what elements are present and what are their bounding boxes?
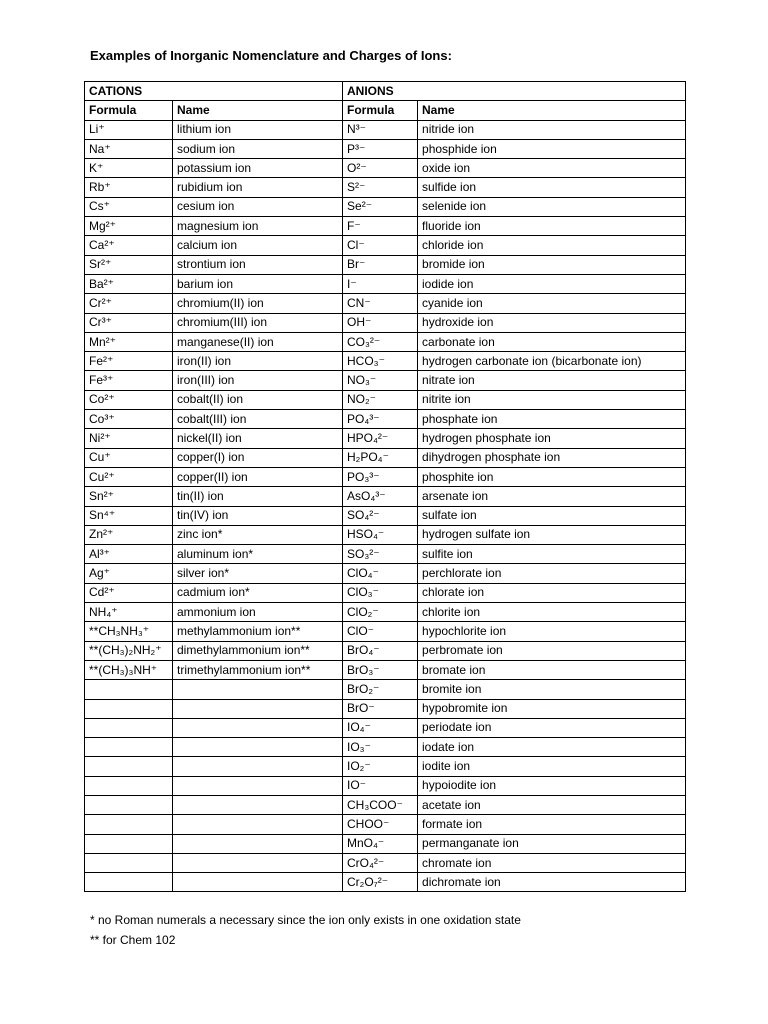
cation-name: lithium ion bbox=[173, 120, 343, 139]
cation-name bbox=[173, 815, 343, 834]
anion-formula: IO₂⁻ bbox=[343, 757, 418, 776]
cation-name: methylammonium ion** bbox=[173, 622, 343, 641]
cation-formula bbox=[85, 718, 173, 737]
anion-name: hypoiodite ion bbox=[418, 776, 686, 795]
cation-name bbox=[173, 757, 343, 776]
table-row bbox=[85, 795, 686, 814]
anion-name: phosphite ion bbox=[418, 467, 686, 486]
cation-name bbox=[173, 738, 343, 757]
footnote-chem-102: ** for Chem 102 bbox=[90, 933, 176, 947]
cation-name: ammonium ion bbox=[173, 603, 343, 622]
table-row bbox=[85, 603, 686, 622]
anion-formula: BrO₂⁻ bbox=[343, 680, 418, 699]
table-row bbox=[85, 545, 686, 564]
cation-name: iron(III) ion bbox=[173, 371, 343, 390]
cation-formula: K⁺ bbox=[85, 159, 173, 178]
anion-formula: SO₃²⁻ bbox=[343, 545, 418, 564]
cation-formula: Cd²⁺ bbox=[85, 583, 173, 602]
anion-name: iodate ion bbox=[418, 738, 686, 757]
cation-formula: Cu²⁺ bbox=[85, 467, 173, 486]
anion-name: chromate ion bbox=[418, 853, 686, 872]
cation-name: cobalt(II) ion bbox=[173, 390, 343, 409]
anion-formula: BrO₃⁻ bbox=[343, 660, 418, 679]
anion-name-header: Name bbox=[418, 101, 686, 120]
anion-formula: Cl⁻ bbox=[343, 236, 418, 255]
cation-name bbox=[173, 718, 343, 737]
table-row bbox=[85, 815, 686, 834]
cation-name-header: Name bbox=[173, 101, 343, 120]
cations-header: CATIONS bbox=[85, 82, 343, 101]
table-row bbox=[85, 506, 686, 525]
anion-name: periodate ion bbox=[418, 718, 686, 737]
cation-formula bbox=[85, 680, 173, 699]
anion-name: chlorite ion bbox=[418, 603, 686, 622]
cation-name: copper(II) ion bbox=[173, 467, 343, 486]
anion-name: chlorate ion bbox=[418, 583, 686, 602]
ions-table-body bbox=[85, 82, 686, 892]
anions-header: ANIONS bbox=[343, 82, 686, 101]
table-row bbox=[85, 120, 686, 139]
table-row bbox=[85, 680, 686, 699]
anion-name: oxide ion bbox=[418, 159, 686, 178]
table-row bbox=[85, 352, 686, 371]
anion-formula: Cr₂O₇²⁻ bbox=[343, 873, 418, 892]
cation-name: nickel(II) ion bbox=[173, 429, 343, 448]
cation-formula: **CH₃NH₃⁺ bbox=[85, 622, 173, 641]
cation-name: dimethylammonium ion** bbox=[173, 641, 343, 660]
anion-name: iodite ion bbox=[418, 757, 686, 776]
anion-formula: O²⁻ bbox=[343, 159, 418, 178]
table-row bbox=[85, 776, 686, 795]
cation-formula bbox=[85, 795, 173, 814]
anion-name: bromate ion bbox=[418, 660, 686, 679]
cation-name: calcium ion bbox=[173, 236, 343, 255]
anion-name: nitride ion bbox=[418, 120, 686, 139]
cation-formula: Co³⁺ bbox=[85, 410, 173, 429]
table-row bbox=[85, 159, 686, 178]
cation-name bbox=[173, 853, 343, 872]
anion-name: nitrite ion bbox=[418, 390, 686, 409]
anion-formula: P³⁻ bbox=[343, 139, 418, 158]
anion-name: hydrogen sulfate ion bbox=[418, 525, 686, 544]
cation-formula: NH₄⁺ bbox=[85, 603, 173, 622]
cation-formula bbox=[85, 757, 173, 776]
anion-name: permanganate ion bbox=[418, 834, 686, 853]
cation-name bbox=[173, 834, 343, 853]
table-row bbox=[85, 467, 686, 486]
anion-name: formate ion bbox=[418, 815, 686, 834]
table-row bbox=[85, 313, 686, 332]
cation-name bbox=[173, 873, 343, 892]
cation-formula bbox=[85, 699, 173, 718]
anion-name: phosphide ion bbox=[418, 139, 686, 158]
cation-name: trimethylammonium ion** bbox=[173, 660, 343, 679]
cation-name bbox=[173, 795, 343, 814]
table-row bbox=[85, 236, 686, 255]
anion-formula: ClO₃⁻ bbox=[343, 583, 418, 602]
anion-name: selenide ion bbox=[418, 197, 686, 216]
anion-formula: S²⁻ bbox=[343, 178, 418, 197]
anion-formula: SO₄²⁻ bbox=[343, 506, 418, 525]
anion-name: hypochlorite ion bbox=[418, 622, 686, 641]
cation-formula: Fe²⁺ bbox=[85, 352, 173, 371]
table-row bbox=[85, 699, 686, 718]
cation-name: cadmium ion* bbox=[173, 583, 343, 602]
table-row bbox=[85, 873, 686, 892]
anion-formula: Se²⁻ bbox=[343, 197, 418, 216]
table-row bbox=[85, 583, 686, 602]
table-row bbox=[85, 525, 686, 544]
table-row bbox=[85, 197, 686, 216]
anion-formula: CN⁻ bbox=[343, 294, 418, 313]
anion-name: hypobromite ion bbox=[418, 699, 686, 718]
table-row bbox=[85, 332, 686, 351]
table-group-header-row bbox=[85, 82, 686, 101]
cation-formula: Fe³⁺ bbox=[85, 371, 173, 390]
anion-formula: ClO₂⁻ bbox=[343, 603, 418, 622]
cation-formula: Mg²⁺ bbox=[85, 217, 173, 236]
anion-name: arsenate ion bbox=[418, 487, 686, 506]
table-row bbox=[85, 255, 686, 274]
cation-formula: Cu⁺ bbox=[85, 448, 173, 467]
anion-formula: PO₄³⁻ bbox=[343, 410, 418, 429]
cation-formula bbox=[85, 776, 173, 795]
table-row bbox=[85, 487, 686, 506]
table-row bbox=[85, 622, 686, 641]
cation-formula: Sn²⁺ bbox=[85, 487, 173, 506]
cation-name: cobalt(III) ion bbox=[173, 410, 343, 429]
cation-name: silver ion* bbox=[173, 564, 343, 583]
anion-formula: MnO₄⁻ bbox=[343, 834, 418, 853]
anion-formula: NO₂⁻ bbox=[343, 390, 418, 409]
table-row bbox=[85, 448, 686, 467]
anion-formula: BrO₄⁻ bbox=[343, 641, 418, 660]
cation-name: zinc ion* bbox=[173, 525, 343, 544]
anion-name: bromide ion bbox=[418, 255, 686, 274]
cation-formula: Li⁺ bbox=[85, 120, 173, 139]
cation-name: aluminum ion* bbox=[173, 545, 343, 564]
cation-name bbox=[173, 699, 343, 718]
cation-name: tin(II) ion bbox=[173, 487, 343, 506]
cation-formula bbox=[85, 853, 173, 872]
anion-name: perbromate ion bbox=[418, 641, 686, 660]
table-row bbox=[85, 564, 686, 583]
table-column-header-row bbox=[85, 101, 686, 120]
table-row bbox=[85, 429, 686, 448]
cation-formula: Sn⁴⁺ bbox=[85, 506, 173, 525]
table-row bbox=[85, 410, 686, 429]
cation-formula bbox=[85, 738, 173, 757]
anion-name: phosphate ion bbox=[418, 410, 686, 429]
anion-formula: CH₃COO⁻ bbox=[343, 795, 418, 814]
cation-formula: **(CH₃)₃NH⁺ bbox=[85, 660, 173, 679]
anion-formula: NO₃⁻ bbox=[343, 371, 418, 390]
anion-name: bromite ion bbox=[418, 680, 686, 699]
anion-name: hydrogen phosphate ion bbox=[418, 429, 686, 448]
cation-formula bbox=[85, 873, 173, 892]
table-row bbox=[85, 294, 686, 313]
table-row bbox=[85, 217, 686, 236]
anion-formula: CO₃²⁻ bbox=[343, 332, 418, 351]
page-title: Examples of Inorganic Nomenclature and Charges of Ions: bbox=[90, 48, 452, 63]
anion-name: carbonate ion bbox=[418, 332, 686, 351]
anion-formula: I⁻ bbox=[343, 274, 418, 293]
cation-name: rubidium ion bbox=[173, 178, 343, 197]
cation-name: barium ion bbox=[173, 274, 343, 293]
table-row bbox=[85, 178, 686, 197]
table-row bbox=[85, 139, 686, 158]
anion-name: fluoride ion bbox=[418, 217, 686, 236]
anion-formula: ClO⁻ bbox=[343, 622, 418, 641]
cation-name bbox=[173, 680, 343, 699]
table-row bbox=[85, 641, 686, 660]
anion-formula: OH⁻ bbox=[343, 313, 418, 332]
anion-formula: HCO₃⁻ bbox=[343, 352, 418, 371]
anion-formula: BrO⁻ bbox=[343, 699, 418, 718]
table-row bbox=[85, 757, 686, 776]
cation-formula: Ag⁺ bbox=[85, 564, 173, 583]
anion-formula: CrO₄²⁻ bbox=[343, 853, 418, 872]
cation-formula: Zn²⁺ bbox=[85, 525, 173, 544]
table-row bbox=[85, 371, 686, 390]
anion-formula: Br⁻ bbox=[343, 255, 418, 274]
cation-name: manganese(II) ion bbox=[173, 332, 343, 351]
anion-name: iodide ion bbox=[418, 274, 686, 293]
anion-formula: PO₃³⁻ bbox=[343, 467, 418, 486]
cation-formula: Ba²⁺ bbox=[85, 274, 173, 293]
anion-name: chloride ion bbox=[418, 236, 686, 255]
anion-name: hydrogen carbonate ion (bicarbonate ion) bbox=[418, 352, 686, 371]
anion-formula: N³⁻ bbox=[343, 120, 418, 139]
cation-formula-header: Formula bbox=[85, 101, 173, 120]
cation-name bbox=[173, 776, 343, 795]
anion-name: dichromate ion bbox=[418, 873, 686, 892]
anion-formula: HSO₄⁻ bbox=[343, 525, 418, 544]
table-row bbox=[85, 390, 686, 409]
cation-name: iron(II) ion bbox=[173, 352, 343, 371]
table-row bbox=[85, 834, 686, 853]
table-row bbox=[85, 660, 686, 679]
anion-name: dihydrogen phosphate ion bbox=[418, 448, 686, 467]
cation-name: chromium(III) ion bbox=[173, 313, 343, 332]
footnote-single-oxidation: * no Roman numerals a necessary since the ion only exists in one oxidation state bbox=[90, 913, 521, 927]
cation-formula: Ni²⁺ bbox=[85, 429, 173, 448]
anion-formula: IO₃⁻ bbox=[343, 738, 418, 757]
cation-formula: Ca²⁺ bbox=[85, 236, 173, 255]
anion-name: acetate ion bbox=[418, 795, 686, 814]
cation-name: magnesium ion bbox=[173, 217, 343, 236]
anion-name: sulfite ion bbox=[418, 545, 686, 564]
anion-name: hydroxide ion bbox=[418, 313, 686, 332]
anion-formula: ClO₄⁻ bbox=[343, 564, 418, 583]
anion-formula-header: Formula bbox=[343, 101, 418, 120]
cation-formula: Co²⁺ bbox=[85, 390, 173, 409]
cation-formula: Cr³⁺ bbox=[85, 313, 173, 332]
table-row bbox=[85, 738, 686, 757]
cation-formula: Rb⁺ bbox=[85, 178, 173, 197]
cation-name: strontium ion bbox=[173, 255, 343, 274]
anion-name: sulfate ion bbox=[418, 506, 686, 525]
cation-formula: Mn²⁺ bbox=[85, 332, 173, 351]
cation-formula: Sr²⁺ bbox=[85, 255, 173, 274]
cation-name: cesium ion bbox=[173, 197, 343, 216]
table-row bbox=[85, 853, 686, 872]
cation-formula: **(CH₃)₂NH₂⁺ bbox=[85, 641, 173, 660]
cation-name: tin(IV) ion bbox=[173, 506, 343, 525]
cation-name: chromium(II) ion bbox=[173, 294, 343, 313]
cation-name: potassium ion bbox=[173, 159, 343, 178]
anion-formula: AsO₄³⁻ bbox=[343, 487, 418, 506]
anion-formula: F⁻ bbox=[343, 217, 418, 236]
anion-formula: H₂PO₄⁻ bbox=[343, 448, 418, 467]
anion-name: nitrate ion bbox=[418, 371, 686, 390]
table-row bbox=[85, 718, 686, 737]
table-row bbox=[85, 274, 686, 293]
cation-name: sodium ion bbox=[173, 139, 343, 158]
cation-formula: Na⁺ bbox=[85, 139, 173, 158]
anion-name: cyanide ion bbox=[418, 294, 686, 313]
cation-formula bbox=[85, 834, 173, 853]
anion-formula: IO₄⁻ bbox=[343, 718, 418, 737]
cation-formula: Cs⁺ bbox=[85, 197, 173, 216]
cation-formula: Cr²⁺ bbox=[85, 294, 173, 313]
anion-formula: HPO₄²⁻ bbox=[343, 429, 418, 448]
anion-formula: IO⁻ bbox=[343, 776, 418, 795]
anion-name: sulfide ion bbox=[418, 178, 686, 197]
cation-formula bbox=[85, 815, 173, 834]
ions-table bbox=[84, 81, 686, 892]
anion-formula: CHOO⁻ bbox=[343, 815, 418, 834]
anion-name: perchlorate ion bbox=[418, 564, 686, 583]
cation-name: copper(I) ion bbox=[173, 448, 343, 467]
cation-formula: Al³⁺ bbox=[85, 545, 173, 564]
